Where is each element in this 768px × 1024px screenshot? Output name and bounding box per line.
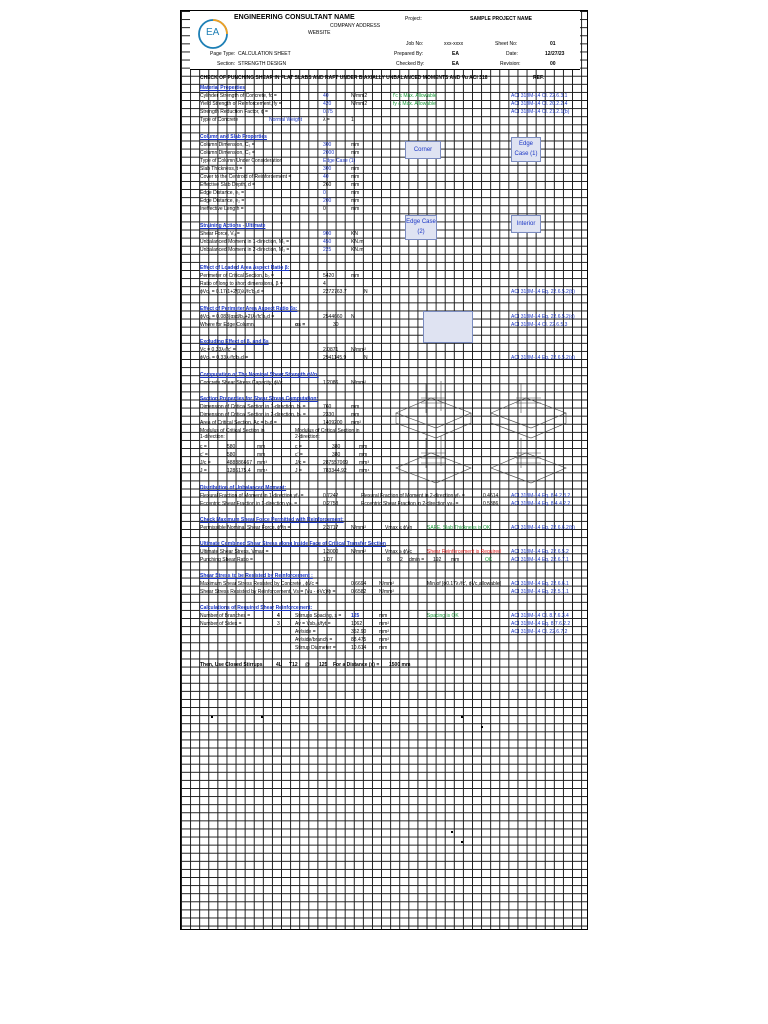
conclusion-dist-label: For a Distance (x) = bbox=[333, 662, 380, 668]
vc2-ref: ACI 318M-14 Eq. 22.6.5.2(c) bbox=[511, 314, 575, 320]
vc-unit: N/mm² bbox=[351, 347, 366, 353]
maxshear-value: 2.3717 bbox=[323, 525, 339, 531]
distribution-heading: Distribution of Unbalanced Moment: bbox=[200, 485, 287, 491]
c1-unit: mm bbox=[351, 142, 360, 148]
dmin-unit: mm bbox=[451, 557, 460, 563]
case-corner-box: Corner bbox=[405, 141, 441, 159]
resisted-vs-label: Shear Stress Resisted by Reinforcement, Vs = (Vu - ϕVc)/ϕ = bbox=[200, 589, 336, 595]
m2-label: Unbalanced Moment in 2-direction, M₂ = bbox=[200, 247, 290, 253]
conclusion-bar: T12 bbox=[289, 662, 298, 668]
column-heading: Column and Slab Properties bbox=[200, 134, 267, 140]
jc-unit-1: mm³ bbox=[257, 460, 267, 466]
nominal-heading: Computation of The Nominal Shear Strength ϕVn: bbox=[200, 372, 319, 378]
av-value: 1062 bbox=[351, 621, 363, 627]
j-unit-2: mm⁴ bbox=[359, 468, 370, 474]
company-logo bbox=[196, 15, 234, 53]
lambda-label: λ = bbox=[323, 117, 330, 123]
gv2-value: 0.5386 bbox=[483, 501, 499, 507]
lambda-value: 1 bbox=[351, 117, 354, 123]
t-unit: mm bbox=[351, 166, 360, 172]
maxshear-unit: N/mm² bbox=[351, 525, 366, 531]
ac-unit: mm² bbox=[351, 420, 361, 426]
critical-section-sketches bbox=[381, 373, 571, 485]
as-value: 30 bbox=[333, 322, 339, 328]
jc-label-2: J/c = bbox=[295, 460, 306, 466]
vmax-ref: ACI 318M-14 Eq. 22.6.5.2 bbox=[511, 549, 569, 555]
gf1-value: 0.7242 bbox=[323, 493, 339, 499]
as-ref: ACI 318M-14 Cl. 22.6.5.3 bbox=[511, 322, 568, 328]
avbranch-label: Av/side/branch = bbox=[295, 637, 333, 643]
pagetype-value: CALCULATION SHEET bbox=[238, 51, 291, 57]
company-name: ENGINEERING CONSULTANT NAME bbox=[234, 14, 355, 21]
fc-value[interactable]: 40 bbox=[323, 93, 329, 99]
fy-unit: N/mm2 bbox=[351, 101, 368, 107]
resisted-vc-min: Min.of [ϕ0.17λ√fc', ϕVc,allowable] bbox=[427, 581, 502, 587]
e1-label: Edge Distance, e₁ = bbox=[200, 190, 245, 196]
checked-value: EA bbox=[452, 61, 459, 67]
spacing-note: Spacing is OK bbox=[427, 613, 459, 619]
sides-value: 3 bbox=[277, 621, 280, 627]
vmax-result: Shear Reinforcement is Required bbox=[427, 549, 501, 555]
jc-unit-2: mm³ bbox=[359, 460, 369, 466]
c2-value[interactable]: 2000 bbox=[323, 150, 335, 156]
vc1-label: ϕVc₁ = 0.17(1+2/β)λ√fc'b₀d = bbox=[200, 289, 264, 295]
logo-text: EA bbox=[206, 27, 220, 38]
resisted-vc-label: Maximum Shear Stress Resisted by Concrete , ϕVc = bbox=[200, 581, 319, 587]
concrete-type-select[interactable]: Normal Weight bbox=[269, 117, 302, 123]
ref-label: REF. bbox=[533, 75, 544, 81]
c1-value[interactable]: 300 bbox=[323, 142, 332, 148]
vc1-value: 2272763.7 bbox=[323, 289, 347, 295]
vc3-value: 2941145.9 bbox=[323, 355, 347, 361]
e1-value[interactable]: 0 bbox=[323, 190, 326, 196]
avside-value: 352.90 bbox=[351, 629, 367, 635]
calculation-sheet bbox=[180, 10, 588, 930]
gf1-label: Flexural Fraction of Moment in 1-direction γf₁ = bbox=[200, 493, 304, 499]
gf2-label: Flexural Fraction of Moment in 2-direction γf₂ = bbox=[361, 493, 465, 499]
pagetype-label: Page Type: bbox=[210, 51, 236, 57]
fc-note: f'c ≤ Max. Allowable bbox=[393, 93, 437, 99]
vmax-value: 1.3000 bbox=[323, 549, 339, 555]
e1-unit: mm bbox=[351, 190, 360, 196]
m2-unit: KN.m bbox=[351, 247, 364, 253]
m1-unit: KN.m bbox=[351, 239, 364, 245]
cp-label-1: c' = bbox=[200, 452, 208, 458]
fy-note: fy ≤ Max. Allowable bbox=[393, 101, 436, 107]
as-label: Where for Edge Column, bbox=[200, 322, 256, 328]
cp-label-2: c' = bbox=[295, 452, 303, 458]
branches-value[interactable]: 4 bbox=[277, 613, 280, 619]
av-label: Av = Vsb₀s/fyt = bbox=[295, 621, 331, 627]
branches-label: Number of Branches = bbox=[200, 613, 251, 619]
sides-label: Number of Sides = bbox=[200, 621, 242, 627]
avside-ref: ACI 318M-14 Cl. 22.6.7.2 bbox=[511, 629, 568, 635]
fc-unit: N/mm2 bbox=[351, 93, 368, 99]
maxshear-compare: Vmax ≤ ϕVn bbox=[385, 525, 413, 531]
vmax-compare: Vmax ≥ ϕVc bbox=[385, 549, 412, 555]
combined-heading: Ultimate Combined Shear Stress along Inside Face of Critical Transfer Section bbox=[200, 541, 386, 547]
ac-value: 1409200 bbox=[323, 420, 343, 426]
company-website: WEBSITE bbox=[308, 30, 331, 36]
spacing-unit: mm bbox=[379, 613, 388, 619]
m2-value[interactable]: 225 bbox=[323, 247, 332, 253]
cover-value[interactable]: 40 bbox=[323, 174, 329, 180]
cap-label: Concrete Shear Stress Capacity, ϕVc bbox=[200, 380, 283, 386]
section-props-heading: Section Properties for Shear Stress Computation: bbox=[200, 396, 319, 402]
column-plan-box bbox=[423, 311, 473, 343]
revision-value: 00 bbox=[550, 61, 556, 67]
case-interior-box: Interior bbox=[511, 215, 541, 233]
bar-count: 8 bbox=[387, 557, 390, 563]
cap-unit: N/mm² bbox=[351, 380, 366, 386]
b2-unit: mm bbox=[351, 412, 360, 418]
grid-dot bbox=[261, 716, 263, 718]
e2-value[interactable]: 200 bbox=[323, 198, 332, 204]
dmin-ref: ACI 318M-14 Eq. 22.6.7.1 bbox=[511, 557, 569, 563]
bar-sym: 2 bbox=[400, 557, 403, 563]
checked-label: Checked By: bbox=[396, 61, 425, 67]
maxshear-ref: ACI 318M-14 Eq. 22.6.6.2(b) bbox=[511, 525, 575, 531]
conclusion-dist-value: 1500 mm bbox=[389, 662, 411, 668]
company-address: COMPANY ADDRESS bbox=[330, 23, 381, 29]
d-label: Effective Slab Depth, d = bbox=[200, 182, 256, 188]
j-unit-1: mm⁴ bbox=[257, 468, 268, 474]
gv1-label: Eccentric Shear Fraction in 1-direction γv₁ = bbox=[200, 501, 298, 507]
resisted-vc-ref: ACI 318M-14 Eq. 22.6.6.1 bbox=[511, 581, 569, 587]
actions-heading: Straining Actions - Ultimate bbox=[200, 223, 266, 229]
jobno-label: Job No: bbox=[406, 41, 424, 47]
column-type-select[interactable]: Edge Case (1) bbox=[323, 158, 356, 164]
c-unit-2: mm bbox=[359, 444, 368, 450]
vc-label: Vc = 0.33λ√fc' = bbox=[200, 347, 236, 353]
spacing-label: Stirrups Spacing, s = bbox=[295, 613, 342, 619]
grid-dot bbox=[481, 726, 483, 728]
gv-ref: ACI 318M-14 Eq. 8.4.4.2.2 bbox=[511, 501, 571, 507]
punching-ratio-value: 1.07 bbox=[323, 557, 333, 563]
calcs-heading: Calculations of Required Shear Reinforcement: bbox=[200, 605, 313, 611]
e2-unit: mm bbox=[351, 198, 360, 204]
vc-value: 2.0871 bbox=[323, 347, 339, 353]
dmin-label: dmin = bbox=[409, 557, 425, 563]
section-value: STRENGTH DESIGN bbox=[238, 61, 287, 67]
av-ref: ACI 318M-14 Eq. 8.7.6.2.2 bbox=[511, 621, 571, 627]
t-label: Slab Thickness, t = bbox=[200, 166, 243, 172]
cover-unit: mm bbox=[351, 174, 360, 180]
gf-ref: ACI 318M-14 Eq. 8.4.2.3.2 bbox=[511, 493, 571, 499]
avside-unit: mm² bbox=[379, 629, 389, 635]
mod2-label: Modulus of Critical Section in 2-direction: bbox=[295, 428, 360, 440]
c-unit-1: mm bbox=[257, 444, 266, 450]
grid-dot bbox=[211, 716, 213, 718]
b1-value: 760 bbox=[323, 404, 332, 410]
conclusion-legs: 4L bbox=[276, 662, 282, 668]
fy-ref: ACI 318M-14 Cl. 20.2.2.4 bbox=[511, 101, 568, 107]
as-symbol: αs = bbox=[295, 322, 306, 328]
maxshear-result: SAFE, Slab Thickness is OK bbox=[427, 525, 491, 531]
ac-label: Area of Critical Section, Ac = b₀d = bbox=[200, 420, 277, 426]
resisted-vs-value: 0.6582 bbox=[351, 589, 367, 595]
avside-label: Av/side = bbox=[295, 629, 316, 635]
gv1-value: 0.2758 bbox=[323, 501, 339, 507]
ineff-unit: mm bbox=[351, 206, 360, 212]
prepared-value: EA bbox=[452, 51, 459, 57]
cp-value-1: 580 bbox=[227, 452, 236, 458]
vu-unit: KN bbox=[351, 231, 358, 237]
j-value-2: 783344.92 bbox=[323, 468, 347, 474]
vc2-unit: N bbox=[351, 314, 355, 320]
project-label: Project: bbox=[405, 16, 422, 22]
conclusion-spacing: 125 bbox=[319, 662, 328, 668]
c2-label: Column Dimension, C₂ = bbox=[200, 150, 255, 156]
c1-label: Column Dimension, C₁ = bbox=[200, 142, 255, 148]
jc-value-2: 287557069 bbox=[323, 460, 349, 466]
b1-unit: mm bbox=[351, 404, 360, 410]
fc-label: Cylinder Strength of Concrete, fc = bbox=[200, 93, 277, 99]
vmax-unit: N/mm² bbox=[351, 549, 366, 555]
material-heading: Material Properties bbox=[200, 85, 246, 91]
cp-unit-1: mm bbox=[257, 452, 266, 458]
vc2-value: 2544660 bbox=[323, 314, 343, 320]
maxshear-heading: Check Maximum Shear Force Permitted with Reinforcement: bbox=[200, 517, 344, 523]
avbranch-unit: mm² bbox=[379, 637, 389, 643]
cover-label: Cover to the Centroid of Reinforcement = bbox=[200, 174, 292, 180]
c2-unit: mm bbox=[351, 150, 360, 156]
vu-label: Shear Force, Vᵤ = bbox=[200, 231, 240, 237]
mod1-label: Modulus of Critical Section in 1-direction: bbox=[200, 428, 265, 440]
b1-label: Dimension of Critical Section in 1-direction, b₁ = bbox=[200, 404, 306, 410]
dia-value: 10.614 bbox=[351, 645, 367, 651]
dmin-result: OK bbox=[485, 557, 493, 563]
sheet-header bbox=[190, 11, 580, 70]
ratio-value: 4 bbox=[323, 281, 326, 287]
av-unit: mm² bbox=[379, 621, 389, 627]
spacing-ref: ACI 318M-14 Cl. 8.7.6.3.4 bbox=[511, 613, 569, 619]
c-value-2: 380 bbox=[332, 444, 341, 450]
resisted-vs-unit: N/mm² bbox=[379, 589, 394, 595]
concrete-label: Type of Concrete bbox=[200, 117, 239, 123]
project-value: SAMPLE PROJECT NAME bbox=[470, 16, 532, 22]
dia-label: Stirrup Diameter = bbox=[295, 645, 336, 651]
vc2-label: ϕVc₂ = 0.083(αsd/b₀+2)λ√fc'b₀d = bbox=[200, 314, 275, 320]
grid-dot bbox=[461, 841, 463, 843]
c-label-1: c = bbox=[200, 444, 207, 450]
beta-heading: Effect of Loaded Area Aspect Ratio β: bbox=[200, 265, 290, 271]
vc1-unit: N bbox=[364, 289, 368, 295]
b2-label: Dimension of Critical Section in 2-direction, b₂ = bbox=[200, 412, 306, 418]
resisted-vs-ref: ACI 318M-14 Eq. 22.5.1.1 bbox=[511, 589, 569, 595]
dia-unit: mm bbox=[379, 645, 388, 651]
c-value-1: 580 bbox=[227, 444, 236, 450]
sheetno-value: 01 bbox=[550, 41, 556, 47]
dmin-value: 192 bbox=[433, 557, 442, 563]
spacing-value[interactable]: 125 bbox=[351, 613, 360, 619]
date-label: Date: bbox=[506, 51, 518, 57]
t-value[interactable]: 300 bbox=[323, 166, 332, 172]
cp-unit-2: mm bbox=[359, 452, 368, 458]
punching-ratio-label: Punching Shear Ratio = bbox=[200, 557, 253, 563]
column-type-label: Type of Column Under Consideration bbox=[200, 158, 283, 164]
resisted-heading: Shear Stress to be Resisted by Reinforcement : bbox=[200, 573, 313, 579]
bo-value: 5420 bbox=[323, 273, 335, 279]
vc3-unit: N bbox=[364, 355, 368, 361]
gf2-value: 0.4614 bbox=[483, 493, 499, 499]
j-value-1: 1286175.4 bbox=[227, 468, 251, 474]
conclusion-at: @ bbox=[305, 662, 310, 668]
date-value: 12/27/23 bbox=[545, 51, 565, 57]
d-value: 260 bbox=[323, 182, 332, 188]
phi-ref: ACI 318M-14 Cl. 21.2.1(b) bbox=[511, 109, 570, 115]
vc3-ref: ACI 318M-14 Eq. 22.6.5.2(a) bbox=[511, 355, 575, 361]
j-label-1: J = bbox=[200, 468, 207, 474]
resisted-vc-value: 0.6694 bbox=[351, 581, 367, 587]
maxshear-label: Permissible Nominal Shear Force, ϕVn = bbox=[200, 525, 291, 531]
ineff-value: 0 bbox=[323, 206, 326, 212]
cp-value-2: 380 bbox=[332, 452, 341, 458]
vmax-label: Ultimate Shear Stress, Vmax = bbox=[200, 549, 269, 555]
fy-value[interactable]: 420 bbox=[323, 101, 332, 107]
ratio-label: Ratio of long to short dimensions, β = bbox=[200, 281, 283, 287]
grid-dot bbox=[451, 831, 453, 833]
bo-unit: mm bbox=[351, 273, 360, 279]
phi-value[interactable]: 0.75 bbox=[323, 109, 333, 115]
grid-dot bbox=[461, 716, 463, 718]
vc3-label: ϕVc₃ = 0.33λ√fc'b₀d = bbox=[200, 355, 249, 361]
avbranch-value: 88.475 bbox=[351, 637, 367, 643]
section-label: Section: bbox=[217, 61, 236, 67]
sheetno-label: Sheet No: bbox=[495, 41, 518, 47]
fy-label: Yield Strength of Reinforcement, fy = bbox=[200, 101, 282, 107]
vc1-ref: ACI 318M-14 Eq. 22.6.5.2(b) bbox=[511, 289, 575, 295]
excl-heading: Excluding Effect of β, and βs bbox=[200, 339, 269, 345]
jc-label-1: J/c = bbox=[200, 460, 211, 466]
ineff-label: Ineffective Length = bbox=[200, 206, 244, 212]
resisted-vc-unit: N/mm² bbox=[379, 581, 394, 587]
phi-label: Strength Reduction Factor, ϕ = bbox=[200, 109, 268, 115]
bo-label: Perimeter of Critical Section, b₀ = bbox=[200, 273, 274, 279]
vu-value[interactable]: 900 bbox=[323, 231, 332, 237]
d-unit: mm bbox=[351, 182, 360, 188]
fc-ref: ACI 318M-14 Cl. 22.6.3.1 bbox=[511, 93, 568, 99]
jobno-value: xxx-xxxx bbox=[444, 41, 464, 47]
cap-value: 1.2086 bbox=[323, 380, 339, 386]
alpha-heading: Effect of Perimeter Area Aspect Ratio βs: bbox=[200, 306, 298, 312]
revision-label: Revision: bbox=[500, 61, 521, 67]
c-label-2: c = bbox=[295, 444, 302, 450]
case-edge1-box: Edge Case (1) bbox=[511, 137, 541, 162]
gv2-label: Eccentric Shear Fraction in 2-direction γv₂ = bbox=[361, 501, 459, 507]
j-label-2: J = bbox=[295, 468, 302, 474]
sheet-title: CHECK OF PUNCHING SHEAR IN FLAT SLABS AND RAFT UNDER BIAXIALLY UNBALANCED MOMENTS AND Vu ACI 318 bbox=[200, 75, 488, 81]
m1-label: Unbalanced Moment in 1-direction, M₁ = bbox=[200, 239, 290, 245]
conclusion-lead: Then, Use Closed Stirrups bbox=[200, 662, 263, 668]
case-edge2-box: Edge Case (2) bbox=[405, 215, 437, 240]
e2-label: Edge Distance, e₂ = bbox=[200, 198, 245, 204]
m1-value[interactable]: 450 bbox=[323, 239, 332, 245]
jc-value-1: 488386667 bbox=[227, 460, 253, 466]
b2-value: 2330 bbox=[323, 412, 335, 418]
prepared-label: Prepared By: bbox=[394, 51, 424, 57]
